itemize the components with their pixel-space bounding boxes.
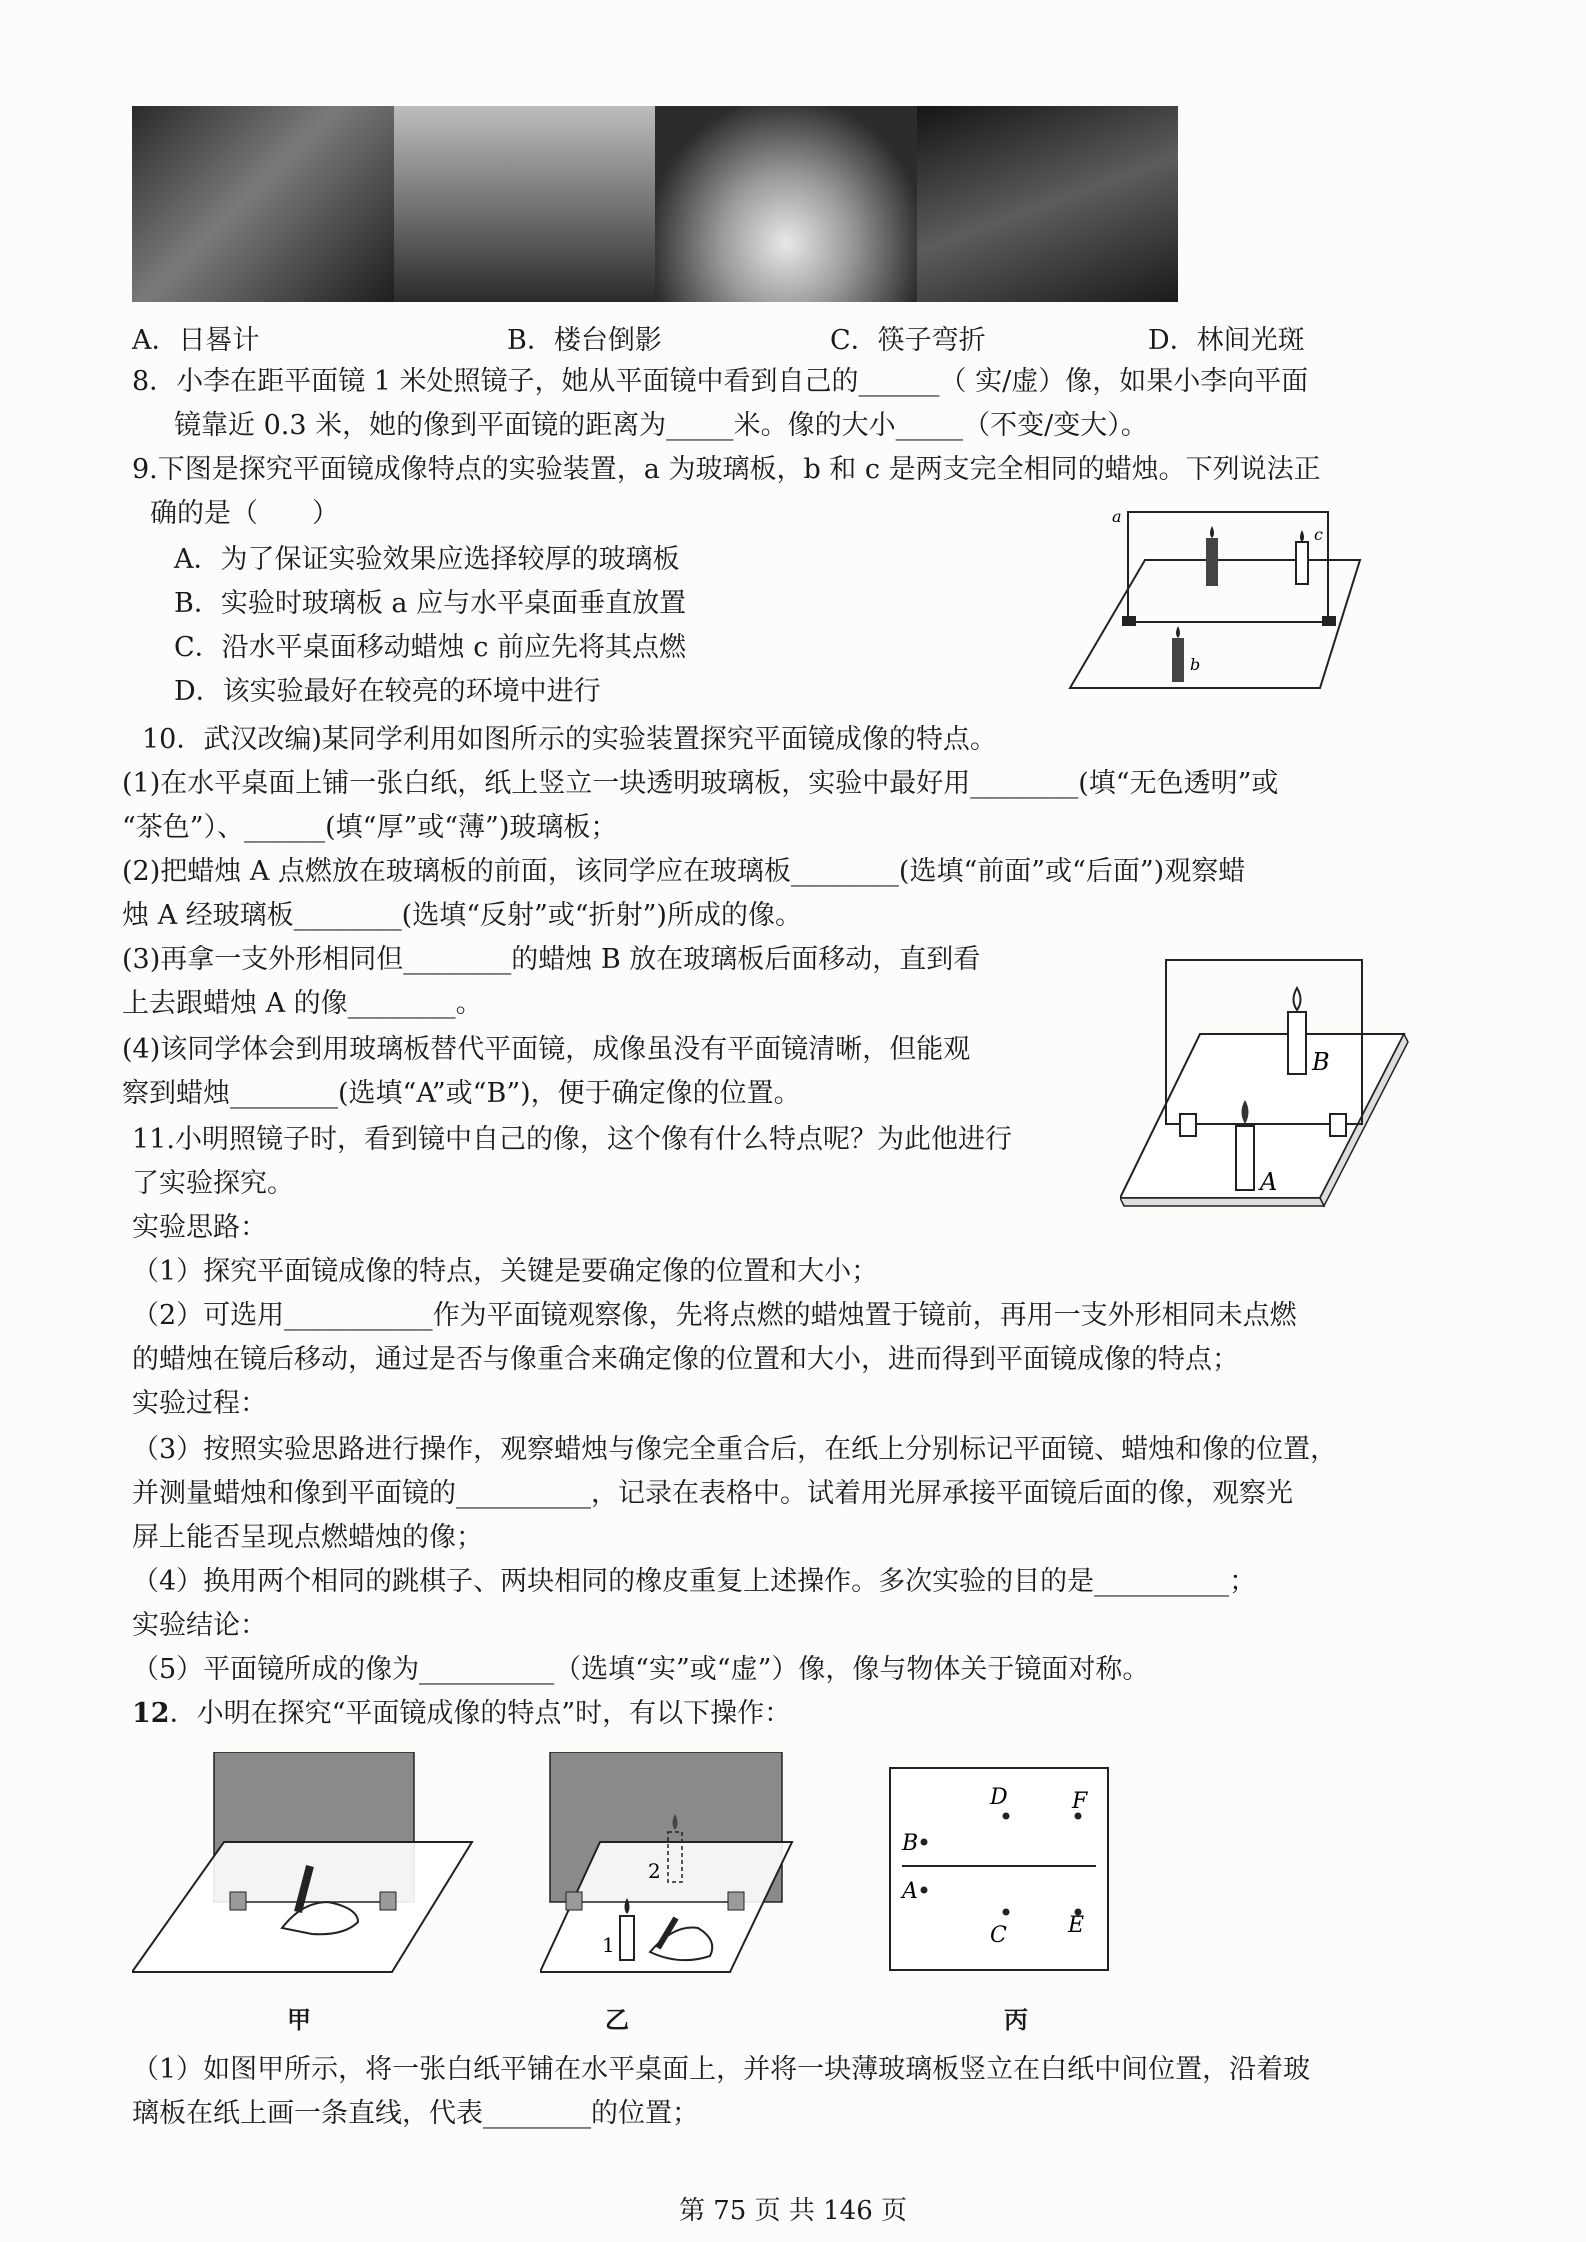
- q9-label-c: c: [1314, 525, 1323, 544]
- q9-option-d: D．该实验最好在较亮的环境中进行: [174, 676, 601, 707]
- q11-step-5: （5）平面镜所成的像为__________（选填“实”或“虚”）像，像与物体关于镜面对称。: [132, 1654, 1150, 1685]
- q10-p4-b: 察到蜡烛________(选填“A”或“B”)，便于确定像的位置。: [122, 1078, 801, 1109]
- q11-step-1: （1）探究平面镜成像的特点，关键是要确定像的位置和大小；: [132, 1256, 879, 1287]
- q12-caption-bing: 丙: [1004, 2005, 1028, 2034]
- q10-p1-a: (1)在水平桌面上铺一张白纸，纸上竖立一块透明玻璃板，实验中最好用________(填“无色透明”或: [122, 768, 1279, 799]
- q11-line-1: 11.小明照镜子时，看到镜中自己的像，这个像有什么特点呢？为此他进行: [132, 1124, 1012, 1155]
- q12-p1-b: 璃板在纸上画一条直线，代表________的位置；: [132, 2098, 699, 2129]
- q10-p3-a: (3)再拿一支外形相同但________的蜡烛 B 放在玻璃板后面移动，直到看: [122, 944, 981, 975]
- q12-bing-label-c: C: [990, 1923, 1007, 1948]
- q10-p2-a: (2)把蜡烛 A 点燃放在玻璃板的前面，该同学应在玻璃板________(选填“前面”或“后面”)观察蜡: [122, 856, 1246, 887]
- q12-head: [132, 1694, 791, 1734]
- q12-figure-jia: [132, 1752, 482, 1982]
- reflection-photo: [394, 106, 656, 302]
- q11-heading-process: 实验过程：: [132, 1388, 267, 1419]
- q11-line-2: 了实验探究。: [132, 1168, 294, 1199]
- q9-stem-line-1: 9.下图是探究平面镜成像特点的实验装置，a 为玻璃板，b 和 c 是两支完全相同的蜡烛。下列说法正: [132, 454, 1321, 485]
- q12-head-text: ．小明在探究“平面镜成像的特点”时，有以下操作：: [169, 1698, 792, 1729]
- q12-figure-bing: [888, 1766, 1110, 1972]
- q7-photo-strip: [132, 106, 1178, 302]
- q11-step-3-b: 并测量蜡烛和像到平面镜的__________，记录在表格中。试着用光屏承接平面镜后面的像，观察光: [132, 1478, 1293, 1509]
- q12-bing-label-b: B: [902, 1831, 919, 1856]
- q11-heading-idea: 实验思路：: [132, 1212, 267, 1243]
- q12-yi-label-1: 1: [602, 1933, 615, 1957]
- q12-figure-yi: [540, 1752, 802, 1982]
- q12-caption-yi: 乙: [605, 2005, 629, 2034]
- q11-step-3-c: 屏上能否呈现点燃蜡烛的像；: [132, 1522, 483, 1553]
- q11-step-2-a: （2）可选用___________作为平面镜观察像，先将点燃的蜡烛置于镜前，再用一支外形相同未点燃: [132, 1300, 1297, 1331]
- q10-p4-a: (4)该同学体会到用玻璃板替代平面镜，成像虽没有平面镜清晰，但能观: [122, 1034, 971, 1065]
- q12-number: 12: [132, 1698, 170, 1729]
- q9-option-a: A．为了保证实验效果应选择较厚的玻璃板: [174, 544, 680, 575]
- q10-apparatus-figure: [1120, 950, 1410, 1210]
- q8-line-1: 8．小李在距平面镜 1 米处照镜子，她从平面镜中看到自己的______（ 实/虚）像，如果小李向平面: [132, 366, 1309, 397]
- q10-label-a: A: [1260, 1168, 1278, 1196]
- q10-head: 10．武汉改编)某同学利用如图所示的实验装置探究平面镜成像的特点。: [142, 724, 997, 755]
- q10-p3-b: 上去跟蜡烛 A 的像________。: [122, 988, 483, 1019]
- page-footer: 第 75 页 共 146 页: [678, 2196, 908, 2226]
- q10-label-b: B: [1312, 1048, 1330, 1076]
- q9-apparatus-figure: [1060, 500, 1370, 700]
- q7-options: [132, 318, 1392, 358]
- q7-option-b: B．楼台倒影: [507, 325, 662, 356]
- q12-yi-label-2: 2: [648, 1859, 661, 1883]
- q12-bing-label-a: A: [902, 1879, 918, 1904]
- q12-bing-label-d: D: [990, 1785, 1008, 1810]
- q11-heading-conclusion: 实验结论：: [132, 1610, 267, 1641]
- q9-label-b: b: [1190, 655, 1201, 674]
- q7-option-a: A．日晷计: [132, 325, 260, 356]
- q11-step-2-b: 的蜡烛在镜后移动，通过是否与像重合来确定像的位置和大小，进而得到平面镜成像的特点；: [132, 1344, 1239, 1375]
- sundial-photo: [132, 106, 394, 302]
- q9-option-c: C．沿水平桌面移动蜡烛 c 前应先将其点燃: [174, 632, 686, 663]
- q7-option-c: C．筷子弯折: [830, 325, 986, 356]
- forest-light-photo: [917, 106, 1179, 302]
- q12-bing-label-f: F: [1072, 1789, 1088, 1814]
- q12-caption-jia: 甲: [287, 2005, 311, 2034]
- q12-p1-a: （1）如图甲所示，将一张白纸平铺在水平桌面上，并将一块薄玻璃板竖立在白纸中间位置，沿着玻: [132, 2054, 1311, 2085]
- q11-step-3-a: （3）按照实验思路进行操作，观察蜡烛与像完全重合后，在纸上分别标记平面镜、蜡烛和像的位置，: [132, 1434, 1338, 1465]
- q7-option-d: D．林间光斑: [1148, 325, 1305, 356]
- q9-option-b: B．实验时玻璃板 a 应与水平桌面垂直放置: [174, 588, 687, 619]
- q10-p1-b: “茶色”）、______(填“厚”或“薄”)玻璃板；: [122, 812, 618, 843]
- bent-chopstick-photo: [655, 106, 917, 302]
- q8-line-2: 镜靠近 0.3 米，她的像到平面镜的距离为_____米。像的大小_____（不变/变大）。: [174, 410, 1148, 441]
- q9-stem-line-2: 确的是（ ）: [150, 498, 339, 529]
- q9-label-a: a: [1112, 507, 1122, 526]
- q11-step-4: （4）换用两个相同的跳棋子、两块相同的橡皮重复上述操作。多次实验的目的是__________；: [132, 1566, 1257, 1597]
- q10-p2-b: 烛 A 经玻璃板________(选填“反射”或“折射”)所成的像。: [122, 900, 802, 931]
- q12-bing-label-e: E: [1068, 1913, 1085, 1938]
